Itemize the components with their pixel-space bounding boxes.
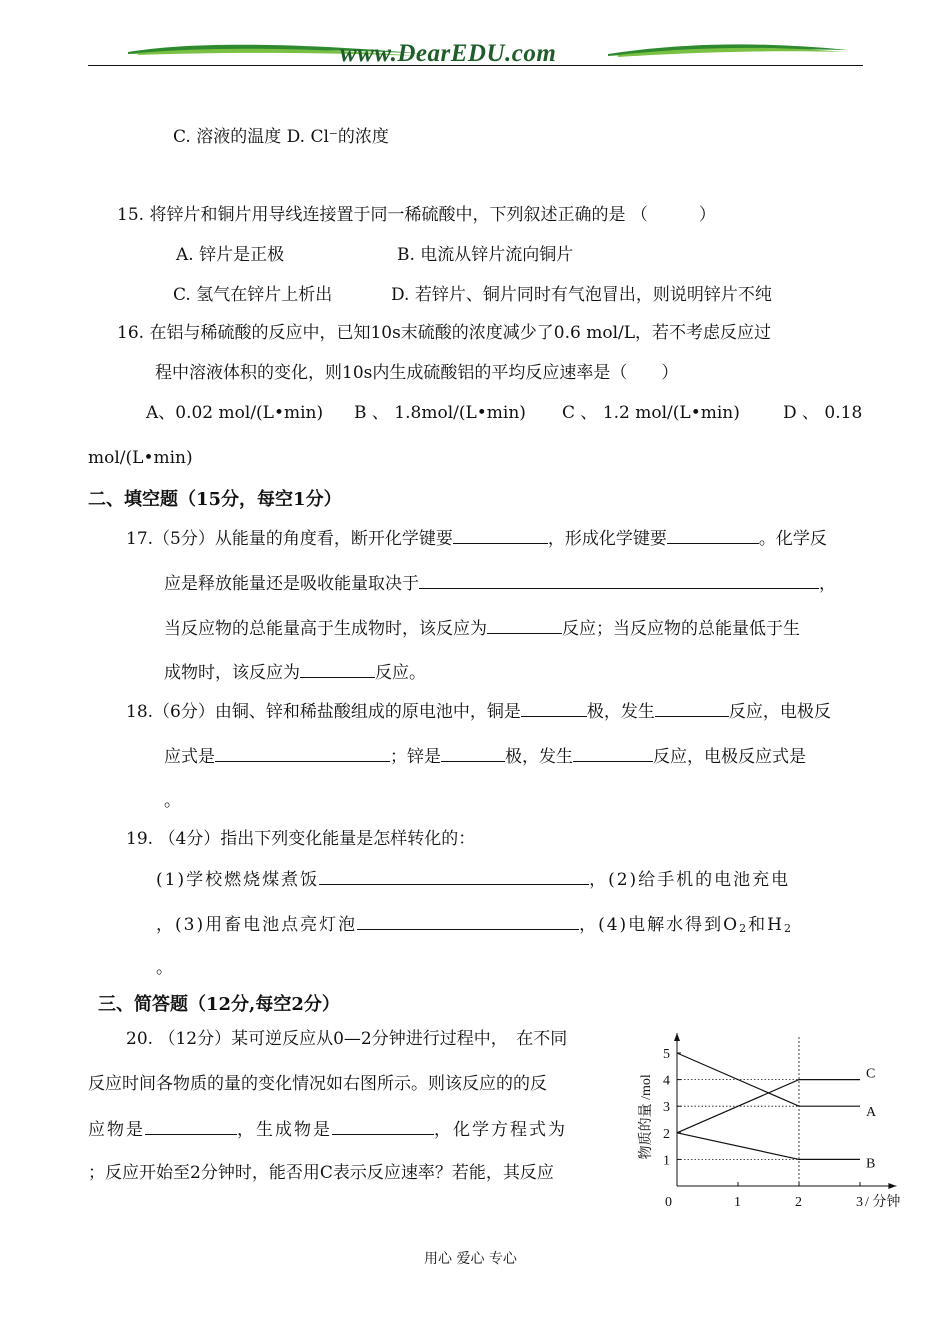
q19-sub-1: 2 bbox=[739, 922, 749, 935]
q17-line2 bbox=[164, 571, 836, 595]
q20-line3 bbox=[88, 1117, 567, 1141]
q18-blank-1[interactable] bbox=[521, 699, 587, 717]
series-label-A: A bbox=[866, 1105, 877, 1121]
q17-text-6: 当反应物的总能量高于生成物时，该反应为 bbox=[164, 619, 487, 639]
y-axis-arrow bbox=[674, 1033, 680, 1041]
q19-text-1: (1)学校燃烧煤煮饭 bbox=[156, 870, 320, 890]
series-label-C: C bbox=[866, 1066, 876, 1082]
q17-text-7: 反应；当反应物的总能量低于生 bbox=[562, 619, 800, 639]
series-label-B: B bbox=[866, 1156, 876, 1172]
y-tick-label-4: 4 bbox=[663, 1073, 670, 1089]
y-tick-label-2: 2 bbox=[663, 1126, 670, 1142]
q16-stem-line2: 程中溶液体积的变化，则10s内生成硫酸铝的平均反应速率是（ ） bbox=[155, 363, 679, 383]
q19-sub-2: 2 bbox=[783, 922, 793, 935]
q17-text-1: 17.（5分）从能量的角度看，断开化学键要 bbox=[126, 529, 453, 549]
page-header bbox=[88, 34, 863, 74]
q20-line2: 反应时间各物质的量的变化情况如右图所示。则该反应的的反 bbox=[88, 1074, 547, 1094]
y-tick-label-1: 1 bbox=[663, 1153, 670, 1169]
q19-text-5: 和H bbox=[748, 915, 784, 935]
section3-title: 三、简答题（12分,每空2分） bbox=[98, 994, 340, 1015]
q17-text-2: ，形成化学键要 bbox=[547, 529, 667, 549]
q19-text-3: ，(3)用畜电池点亮灯泡 bbox=[156, 915, 358, 935]
q17-blank-2[interactable] bbox=[667, 526, 759, 544]
q17-text-9: 反应。 bbox=[375, 663, 426, 683]
q20-text-2: ，生成物是 bbox=[237, 1120, 332, 1140]
q17-line1 bbox=[126, 526, 827, 550]
q17-blank-1[interactable] bbox=[453, 526, 548, 544]
q17-text-8: 成物时，该反应为 bbox=[164, 663, 300, 683]
q16-stem-line1: 16. 在铝与稀硫酸的反应中，已知10s末硫酸的浓度减少了0.6 mol/L，若不考虑反应过 bbox=[117, 323, 772, 343]
section2-title: 二、填空题（15分，每空1分） bbox=[88, 489, 342, 510]
q17-blank-3[interactable] bbox=[419, 571, 819, 589]
q19-line1 bbox=[156, 867, 790, 891]
y-tick-label-5: 5 bbox=[663, 1047, 670, 1062]
q15-stem: 15. 将锌片和铜片用导线连接置于同一稀硫酸中，下列叙述正确的是 （ ） bbox=[117, 205, 716, 225]
q17-line4 bbox=[164, 660, 426, 684]
header-rule bbox=[88, 65, 863, 66]
q20-text-1: 应物是 bbox=[88, 1120, 145, 1140]
q19-text-2: ，(2)给手机的电池充电 bbox=[589, 870, 791, 890]
q18-text-4: 应式是 bbox=[164, 747, 215, 767]
q16-option-d: D 、 0.18 bbox=[783, 403, 863, 423]
q15-option-c: C. 氢气在锌片上析出 bbox=[173, 285, 333, 305]
q18-text-5: ；锌是 bbox=[390, 747, 441, 767]
q15-option-a: A. 锌片是正极 bbox=[176, 245, 285, 265]
page-footer: 用心 爱心 专心 bbox=[424, 1251, 517, 1267]
q18-line1 bbox=[126, 699, 831, 723]
q19-text-4: ，(4)电解水得到O bbox=[579, 915, 740, 935]
series-line-B bbox=[677, 1133, 860, 1160]
q19-stem: 19. （4分）指出下列变化能量是怎样转化的： bbox=[126, 829, 476, 849]
reaction-amount-chart bbox=[620, 948, 920, 1218]
q18-line2 bbox=[164, 744, 806, 768]
x-tick-label-2: 2 bbox=[795, 1195, 802, 1210]
x-tick-label-0: 0 bbox=[665, 1195, 672, 1210]
q20-line4: ；反应开始至2分钟时，能否用C表示反应速率？若能，其反应 bbox=[88, 1163, 554, 1183]
q15-option-b: B. 电流从锌片流向铜片 bbox=[397, 245, 574, 265]
q18-line3: 。 bbox=[164, 791, 181, 811]
y-tick-label-3: 3 bbox=[663, 1100, 670, 1116]
q20-blank-1[interactable] bbox=[145, 1117, 237, 1135]
q18-blank-2[interactable] bbox=[655, 699, 729, 717]
q18-blank-3[interactable] bbox=[215, 744, 390, 762]
q18-text-2: 极，发生 bbox=[586, 702, 655, 722]
q14-options-cd: C. 溶液的温度 D. Cl⁻的浓度 bbox=[173, 127, 389, 147]
q19-blank-1[interactable] bbox=[319, 867, 589, 885]
q15-option-d: D. 若锌片、铜片同时有气泡冒出，则说明锌片不纯 bbox=[391, 285, 772, 305]
q19-blank-2[interactable] bbox=[357, 912, 579, 930]
q17-text-3: 。化学反 bbox=[758, 529, 827, 549]
logo-text: www.DearEDU.com bbox=[340, 40, 557, 67]
y-axis-label: 物质的量 /mol bbox=[639, 1074, 654, 1160]
q16-option-c: C 、 1.2 mol/(L•min) bbox=[562, 403, 740, 423]
q18-text-1: 18.（6分）由铜、锌和稀盐酸组成的原电池中，铜是 bbox=[126, 702, 521, 722]
q18-blank-4[interactable] bbox=[441, 744, 505, 762]
x-tick-label-3: 3 bbox=[856, 1195, 863, 1210]
q17-blank-5[interactable] bbox=[300, 660, 375, 678]
q16-option-b: B 、 1.8mol/(L•min) bbox=[354, 403, 526, 423]
x-axis-label: / 分钟 bbox=[865, 1195, 901, 1210]
q18-text-6: 极，发生 bbox=[505, 747, 573, 767]
q17-blank-4[interactable] bbox=[487, 616, 562, 634]
x-axis-arrow bbox=[888, 1183, 896, 1189]
q18-text-7: 反应，电极反应式是 bbox=[653, 747, 806, 767]
x-tick-label-1: 1 bbox=[734, 1195, 741, 1210]
q18-blank-5[interactable] bbox=[573, 744, 653, 762]
q16-option-d-cont: mol/(L•min) bbox=[88, 448, 193, 468]
q20-text-3: ，化学方程式为 bbox=[434, 1120, 567, 1140]
q17-line3 bbox=[164, 616, 800, 640]
q18-text-3: 反应，电极反 bbox=[728, 702, 831, 722]
q20-line1: 20. （12分）某可逆反应从0—2分钟进行过程中， 在不同 bbox=[126, 1029, 568, 1049]
q19-line3: 。 bbox=[156, 958, 173, 978]
q17-text-4: 应是释放能量还是吸收能量取决于 bbox=[164, 574, 419, 594]
q20-blank-2[interactable] bbox=[332, 1117, 434, 1135]
q17-text-5: ， bbox=[819, 574, 836, 594]
q16-option-a: A、0.02 mol/(L•min) bbox=[146, 403, 324, 423]
header-decoration-right bbox=[608, 40, 848, 62]
q19-line2 bbox=[156, 912, 793, 940]
